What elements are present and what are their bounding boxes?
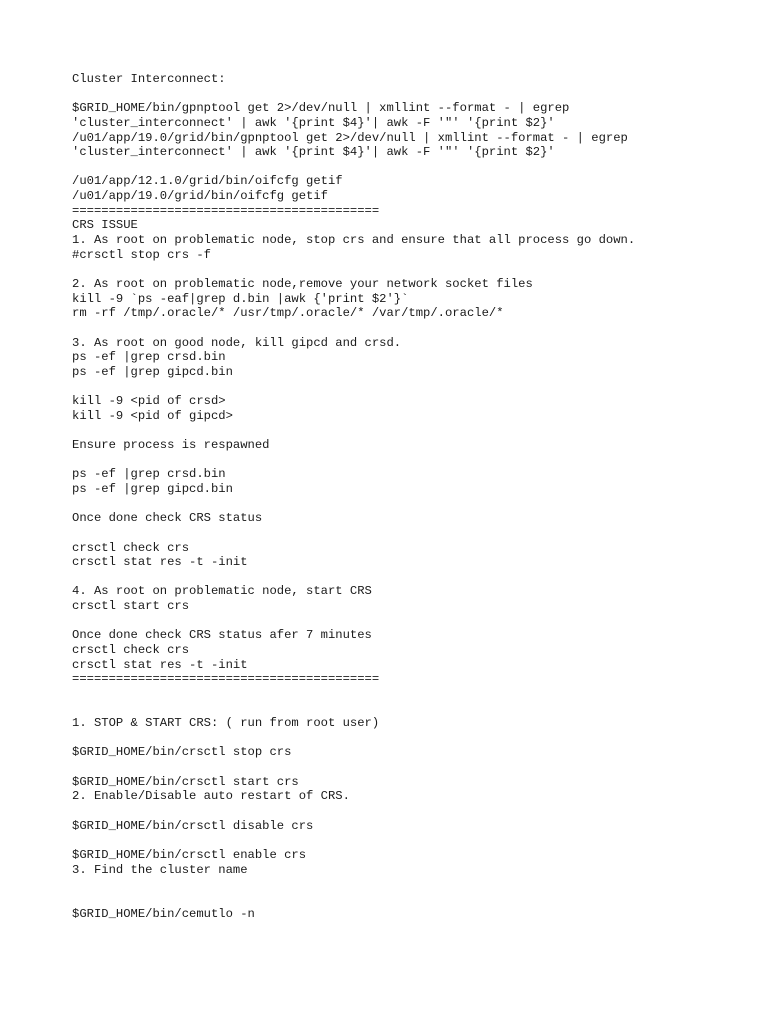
text-line: 2. As root on problematic node,remove your network socket files [72,276,533,291]
text-line: Once done check CRS status afer 7 minutes [72,628,372,643]
text-line: $GRID_HOME/bin/cemutlo -n [72,906,255,921]
blank-line [72,760,752,775]
text-line: CRS ISSUE [72,218,138,233]
blank-line [72,877,752,892]
text-line: Cluster Interconnect: [72,72,226,86]
text-line: 2. Enable/Disable auto restart of CRS. [72,789,350,804]
blank-line [72,570,752,585]
text-line: ps -ef |grep gipcd.bin [72,364,233,379]
text-line: ========================================== [72,203,380,218]
text-line: 'cluster_interconnect' | awk '{print $4}'| awk -F '"' '{print $2}' [72,145,555,160]
text-line: crsctl stat res -t -init [72,657,248,672]
blank-line [72,731,752,746]
text-line: 4. As root on problematic node, start CRS [72,584,372,599]
text-line: $GRID_HOME/bin/crsctl disable crs [72,818,314,833]
text-line: /u01/app/19.0/grid/bin/oifcfg getif [72,189,328,204]
text-line: /u01/app/19.0/grid/bin/gpnptool get 2>/dev/null | xmllint --format - | egrep [72,130,628,145]
text-line: $GRID_HOME/bin/crsctl enable crs [72,847,307,862]
blank-line [72,833,752,848]
text-line: rm -rf /tmp/.oracle/* /usr/tmp/.oracle/* /var/tmp/.oracle/* [72,306,504,321]
text-line: kill -9 <pid of gipcd> [72,408,233,423]
blank-line [72,262,752,277]
text-line: kill -9 <pid of crsd> [72,394,226,409]
text-line: ps -ef |grep gipcd.bin [72,481,233,496]
text-line: kill -9 `ps -eaf|grep d.bin |awk {'print $2'}` [72,291,409,306]
text-line: 1. STOP & START CRS: ( run from root user) [72,716,380,731]
text-line: ps -ef |grep crsd.bin [72,350,226,365]
text-line: 3. As root on good node, kill gipcd and crsd. [72,335,402,350]
text-line: #crsctl stop crs -f [72,247,211,262]
text-line: crsctl check crs [72,642,190,657]
blank-line [72,160,752,175]
blank-line [72,526,752,541]
text-line: crsctl start crs [72,599,190,614]
text-line: 3. Find the cluster name [72,862,248,877]
blank-line [72,804,752,819]
text-line: /u01/app/12.1.0/grid/bin/oifcfg getif [72,174,343,189]
text-line: 1. As root on problematic node, stop crs and ensure that all process go down. [72,233,636,248]
blank-line [72,702,752,717]
blank-line [72,687,752,702]
blank-line [72,423,752,438]
blank-line [72,379,752,394]
text-line: 'cluster_interconnect' | awk '{print $4}'| awk -F '"' '{print $2}' [72,115,555,130]
blank-line [72,892,752,907]
blank-line [72,453,752,468]
text-line: ps -ef |grep crsd.bin [72,467,226,482]
text-line: crsctl stat res -t -init [72,555,248,570]
text-line: $GRID_HOME/bin/gpnptool get 2>/dev/null | xmllint --format - | egrep [72,101,570,116]
text-line: Ensure process is respawned [72,438,270,453]
blank-line [72,87,752,102]
text-line: crsctl check crs [72,540,190,555]
document-body [72,72,752,921]
blank-line [72,497,752,512]
blank-line [72,614,752,629]
text-line: $GRID_HOME/bin/crsctl start crs [72,774,299,789]
blank-line [72,321,752,336]
text-line: Once done check CRS status [72,511,263,526]
text-line: ========================================== [72,672,380,687]
text-line: $GRID_HOME/bin/crsctl stop crs [72,745,292,760]
